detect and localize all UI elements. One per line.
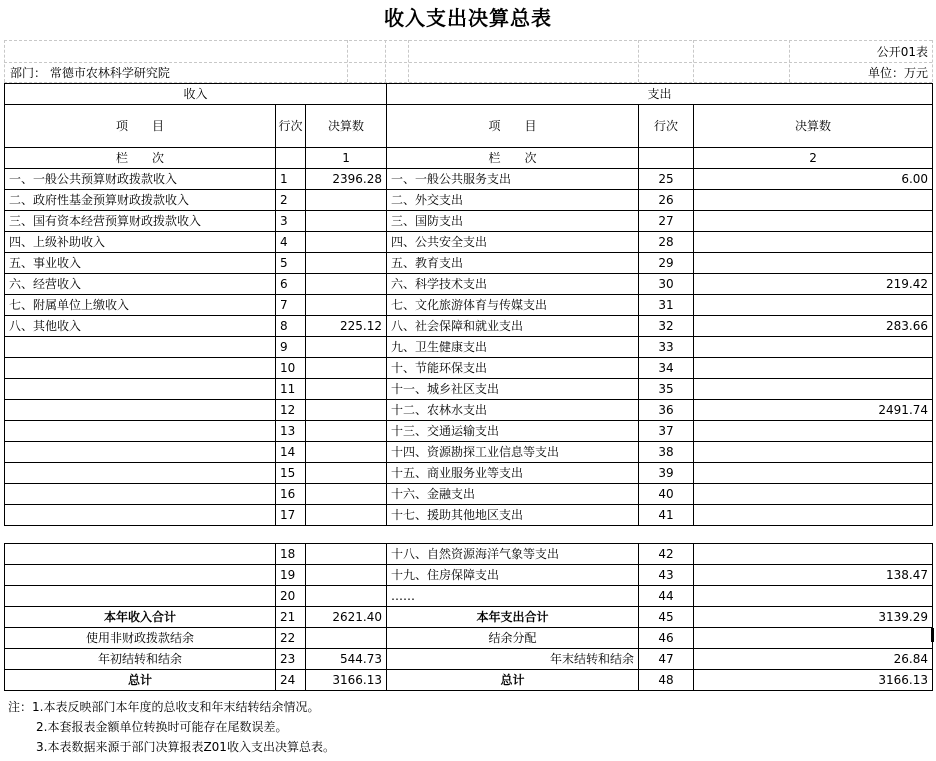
income-line: 16 — [276, 484, 306, 505]
table-row — [5, 169, 933, 190]
divider — [693, 40, 694, 82]
income-item: 一、一般公共预算财政拨款收入 — [5, 169, 276, 190]
divider — [4, 62, 932, 63]
expense-header: 支出 — [387, 84, 933, 105]
table-row — [5, 505, 933, 526]
expense-line: 38 — [639, 442, 694, 463]
income-value — [306, 463, 387, 484]
expense-value: 3166.13 — [694, 670, 933, 691]
expense-line: 45 — [639, 607, 694, 628]
table-row — [5, 379, 933, 400]
income-item: 五、事业收入 — [5, 253, 276, 274]
income-value — [306, 565, 387, 586]
income-value — [306, 505, 387, 526]
table-body-bottom — [5, 544, 933, 607]
expense-item: 一、一般公共服务支出 — [387, 169, 639, 190]
row-marker — [931, 628, 934, 642]
table-row — [5, 442, 933, 463]
income-value: 544.73 — [306, 649, 387, 670]
divider — [4, 40, 932, 41]
expense-item: 十六、金融支出 — [387, 484, 639, 505]
income-item — [5, 337, 276, 358]
income-item-header: 项 目 — [5, 105, 276, 148]
expense-item: 七、文化旅游体育与传媒支出 — [387, 295, 639, 316]
income-item: 年初结转和结余 — [5, 649, 276, 670]
income-line: 21 — [276, 607, 306, 628]
income-line: 8 — [276, 316, 306, 337]
expense-line: 29 — [639, 253, 694, 274]
expense-item: 三、国防支出 — [387, 211, 639, 232]
income-value — [306, 421, 387, 442]
table-row — [5, 484, 933, 505]
income-line: 4 — [276, 232, 306, 253]
expense-item: 二、外交支出 — [387, 190, 639, 211]
income-item — [5, 586, 276, 607]
income-line: 7 — [276, 295, 306, 316]
expense-item: 四、公共安全支出 — [387, 232, 639, 253]
expense-item-header: 项 目 — [387, 105, 639, 148]
expense-line: 27 — [639, 211, 694, 232]
income-line: 20 — [276, 586, 306, 607]
income-line: 10 — [276, 358, 306, 379]
expense-line: 39 — [639, 463, 694, 484]
income-line: 13 — [276, 421, 306, 442]
column-label-income: 栏 次 — [5, 148, 276, 169]
expense-value — [694, 505, 933, 526]
income-line: 24 — [276, 670, 306, 691]
department-name: 常德市农林科学研究院 — [49, 66, 170, 80]
table-row — [5, 421, 933, 442]
income-item — [5, 544, 276, 565]
expense-value: 3139.29 — [694, 607, 933, 628]
expense-item: 年末结转和结余 — [387, 649, 639, 670]
page-title: 收入支出决算总表 — [384, 6, 552, 30]
expense-line: 32 — [639, 316, 694, 337]
summary-row — [5, 628, 933, 649]
divider — [4, 40, 5, 82]
expense-value — [694, 337, 933, 358]
expense-item: 十八、自然资源海洋气象等支出 — [387, 544, 639, 565]
income-item — [5, 421, 276, 442]
divider — [789, 40, 790, 82]
income-item — [5, 379, 276, 400]
income-item: 七、附属单位上缴收入 — [5, 295, 276, 316]
expense-value — [694, 232, 933, 253]
expense-line: 35 — [639, 379, 694, 400]
expense-item: 八、社会保障和就业支出 — [387, 316, 639, 337]
expense-item: 本年支出合计 — [387, 607, 639, 628]
expense-value — [694, 628, 933, 649]
summary-table-bottom — [4, 543, 933, 691]
divider — [385, 40, 386, 82]
income-line: 15 — [276, 463, 306, 484]
notes — [8, 697, 335, 757]
expense-value — [694, 253, 933, 274]
form-code: 公开01表 — [876, 45, 928, 59]
expense-value — [694, 211, 933, 232]
summary-row — [5, 607, 933, 628]
expense-line: 46 — [639, 628, 694, 649]
expense-value: 6.00 — [694, 169, 933, 190]
department-label: 部门： — [10, 66, 47, 80]
income-value: 2621.40 — [306, 607, 387, 628]
table-body-top — [5, 169, 933, 526]
table-row — [5, 295, 933, 316]
column-label-expense: 栏 次 — [387, 148, 639, 169]
table-row — [5, 211, 933, 232]
expense-item: 十七、援助其他地区支出 — [387, 505, 639, 526]
expense-item: 十九、住房保障支出 — [387, 565, 639, 586]
table-row — [5, 316, 933, 337]
table-row — [5, 400, 933, 421]
income-item — [5, 358, 276, 379]
income-item: 四、上级补助收入 — [5, 232, 276, 253]
expense-value: 219.42 — [694, 274, 933, 295]
expense-line: 37 — [639, 421, 694, 442]
income-value: 3166.13 — [306, 670, 387, 691]
income-value — [306, 274, 387, 295]
income-amount-header: 决算数 — [306, 105, 387, 148]
expense-line: 47 — [639, 649, 694, 670]
income-line: 22 — [276, 628, 306, 649]
empty-cell — [639, 148, 694, 169]
expense-line: 31 — [639, 295, 694, 316]
income-item: 八、其他收入 — [5, 316, 276, 337]
income-item — [5, 442, 276, 463]
income-value — [306, 586, 387, 607]
income-value — [306, 544, 387, 565]
divider — [638, 40, 639, 82]
table-row — [5, 274, 933, 295]
expense-line: 26 — [639, 190, 694, 211]
income-item: 总计 — [5, 670, 276, 691]
income-value — [306, 253, 387, 274]
expense-line: 36 — [639, 400, 694, 421]
income-value — [306, 337, 387, 358]
income-line: 11 — [276, 379, 306, 400]
income-value: 225.12 — [306, 316, 387, 337]
income-line: 19 — [276, 565, 306, 586]
table-body-summary — [5, 607, 933, 691]
expense-value — [694, 442, 933, 463]
income-line: 18 — [276, 544, 306, 565]
expense-amount-header: 决算数 — [694, 105, 933, 148]
income-value — [306, 628, 387, 649]
expense-item: 总计 — [387, 670, 639, 691]
expense-value — [694, 190, 933, 211]
income-value — [306, 190, 387, 211]
income-value: 2396.28 — [306, 169, 387, 190]
expense-value — [694, 484, 933, 505]
income-line-header: 行次 — [276, 105, 306, 148]
income-line: 9 — [276, 337, 306, 358]
divider — [347, 40, 348, 82]
expense-line: 42 — [639, 544, 694, 565]
income-value — [306, 400, 387, 421]
column-number-2: 2 — [694, 148, 933, 169]
column-number-1: 1 — [306, 148, 387, 169]
expense-item: …… — [387, 586, 639, 607]
income-value — [306, 358, 387, 379]
note-line: 2.本套报表金额单位转换时可能存在尾数误差。 — [36, 720, 288, 734]
note-line: 注：1.本表反映部门本年度的总收支和年末结转结余情况。 — [8, 700, 320, 714]
expense-line: 34 — [639, 358, 694, 379]
expense-line: 40 — [639, 484, 694, 505]
expense-line: 28 — [639, 232, 694, 253]
table-row — [5, 463, 933, 484]
unit-label: 单位：万元 — [867, 66, 928, 80]
income-value — [306, 442, 387, 463]
table-row — [5, 253, 933, 274]
expense-line: 48 — [639, 670, 694, 691]
expense-value — [694, 358, 933, 379]
expense-line: 30 — [639, 274, 694, 295]
expense-item: 十一、城乡社区支出 — [387, 379, 639, 400]
income-item: 三、国有资本经营预算财政拨款收入 — [5, 211, 276, 232]
expense-value — [694, 463, 933, 484]
expense-value — [694, 544, 933, 565]
income-line: 2 — [276, 190, 306, 211]
table-row — [5, 565, 933, 586]
summary-row — [5, 670, 933, 691]
expense-line: 33 — [639, 337, 694, 358]
summary-table-top — [4, 83, 933, 526]
income-value — [306, 211, 387, 232]
income-item — [5, 463, 276, 484]
income-value — [306, 484, 387, 505]
expense-item: 结余分配 — [387, 628, 639, 649]
income-line: 23 — [276, 649, 306, 670]
income-item: 六、经营收入 — [5, 274, 276, 295]
expense-line: 44 — [639, 586, 694, 607]
table-row — [5, 544, 933, 565]
expense-line-header: 行次 — [639, 105, 694, 148]
note-line: 3.本表数据来源于部门决算报表Z01收入支出决算总表。 — [36, 740, 335, 754]
income-line: 17 — [276, 505, 306, 526]
income-value — [306, 379, 387, 400]
income-item — [5, 484, 276, 505]
table-row — [5, 190, 933, 211]
expense-item: 九、卫生健康支出 — [387, 337, 639, 358]
expense-item: 六、科学技术支出 — [387, 274, 639, 295]
divider — [932, 40, 933, 82]
income-value — [306, 232, 387, 253]
income-item: 使用非财政拨款结余 — [5, 628, 276, 649]
income-item — [5, 565, 276, 586]
income-line: 3 — [276, 211, 306, 232]
income-header: 收入 — [5, 84, 387, 105]
expense-value: 26.84 — [694, 649, 933, 670]
summary-row — [5, 649, 933, 670]
income-line: 6 — [276, 274, 306, 295]
empty-cell — [276, 148, 306, 169]
expense-item: 十三、交通运输支出 — [387, 421, 639, 442]
department-info — [10, 64, 170, 81]
income-line: 12 — [276, 400, 306, 421]
expense-value: 2491.74 — [694, 400, 933, 421]
income-item — [5, 505, 276, 526]
expense-item: 十、节能环保支出 — [387, 358, 639, 379]
divider — [408, 40, 409, 82]
table-row — [5, 337, 933, 358]
income-item — [5, 400, 276, 421]
expense-item: 十五、商业服务业等支出 — [387, 463, 639, 484]
expense-value — [694, 379, 933, 400]
expense-item: 十二、农林水支出 — [387, 400, 639, 421]
table-row — [5, 586, 933, 607]
expense-value — [694, 586, 933, 607]
table-row — [5, 358, 933, 379]
expense-line: 41 — [639, 505, 694, 526]
income-line: 5 — [276, 253, 306, 274]
income-item: 二、政府性基金预算财政拨款收入 — [5, 190, 276, 211]
table-row — [5, 232, 933, 253]
expense-value — [694, 295, 933, 316]
expense-item: 十四、资源勘探工业信息等支出 — [387, 442, 639, 463]
expense-line: 25 — [639, 169, 694, 190]
expense-item: 五、教育支出 — [387, 253, 639, 274]
expense-value — [694, 421, 933, 442]
income-item: 本年收入合计 — [5, 607, 276, 628]
expense-value: 283.66 — [694, 316, 933, 337]
expense-value: 138.47 — [694, 565, 933, 586]
income-value — [306, 295, 387, 316]
income-line: 14 — [276, 442, 306, 463]
expense-line: 43 — [639, 565, 694, 586]
income-line: 1 — [276, 169, 306, 190]
